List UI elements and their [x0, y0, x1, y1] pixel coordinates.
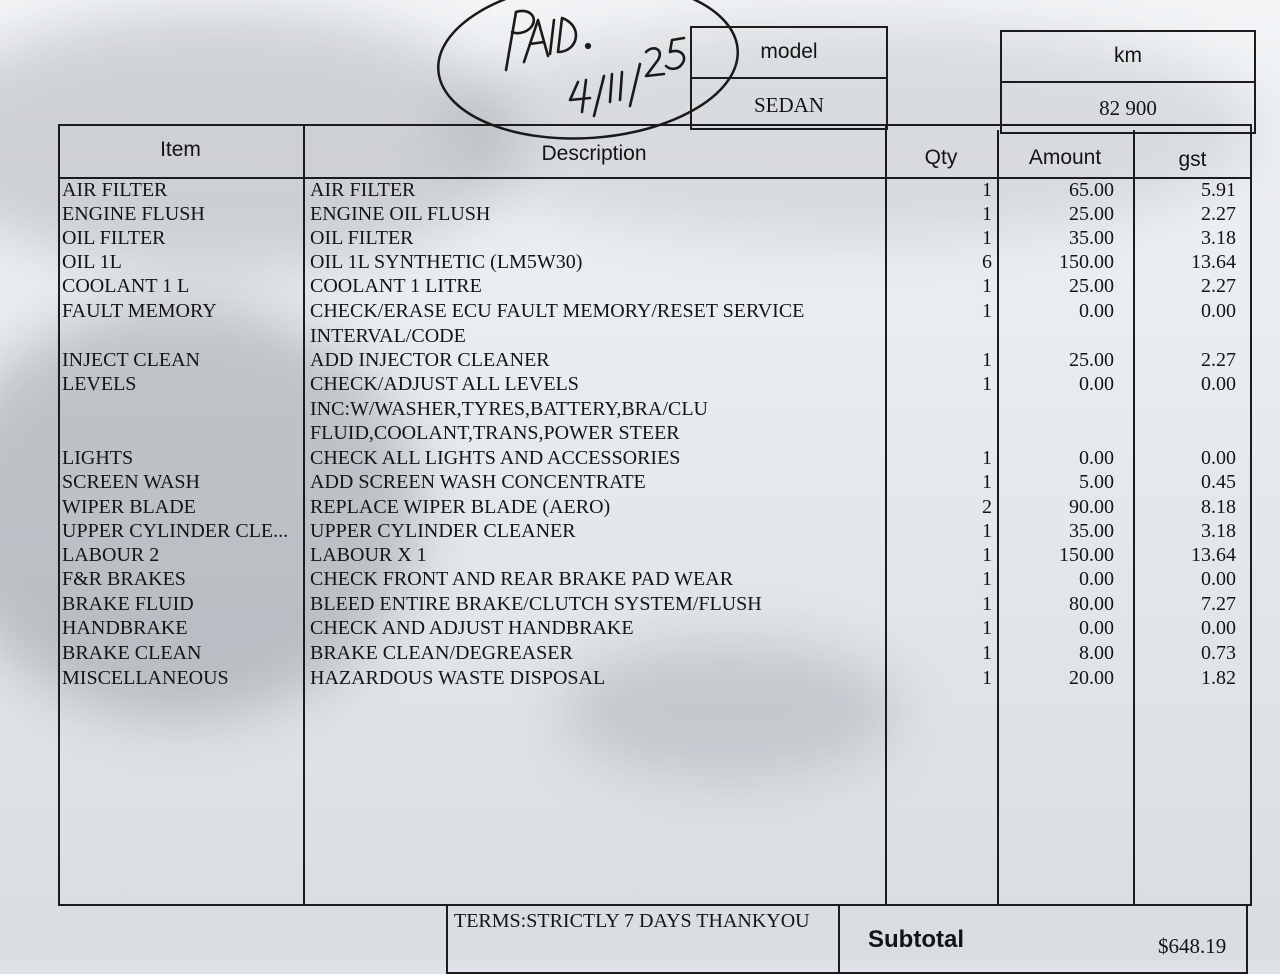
line-item-row	[0, 421, 1280, 445]
line-item-amount: 0.00	[1079, 447, 1114, 469]
line-item-gst: 2.27	[1201, 275, 1236, 297]
line-item-qty: 1	[982, 203, 992, 225]
line-item-amount: 0.00	[1079, 300, 1114, 322]
line-item-row	[0, 299, 1280, 323]
line-item-row	[0, 397, 1280, 421]
line-item-description: COOLANT 1 LITRE	[310, 275, 482, 297]
line-item-gst: 13.64	[1191, 251, 1236, 273]
km-label: km	[1114, 44, 1142, 67]
line-item-description: CHECK/ERASE ECU FAULT MEMORY/RESET SERVICE	[310, 300, 805, 322]
line-item-name: OIL FILTER	[62, 227, 166, 249]
line-item-description: ENGINE OIL FLUSH	[310, 203, 491, 225]
line-item-gst: 0.45	[1201, 471, 1236, 493]
line-item-gst: 0.73	[1201, 642, 1236, 664]
line-item-row	[0, 348, 1280, 372]
line-item-description: UPPER CYLINDER CLEANER	[310, 520, 576, 542]
line-item-description: FLUID,COOLANT,TRANS,POWER STEER	[310, 422, 680, 444]
line-item-amount: 0.00	[1079, 617, 1114, 639]
line-item-row	[0, 250, 1280, 274]
divider	[690, 77, 888, 79]
line-item-row	[0, 543, 1280, 567]
line-item-amount: 150.00	[1059, 544, 1114, 566]
line-item-row	[0, 470, 1280, 494]
line-item-amount: 150.00	[1059, 251, 1114, 273]
line-item-qty: 1	[982, 179, 992, 201]
line-item-description: OIL FILTER	[310, 227, 414, 249]
line-item-description: OIL 1L SYNTHETIC (LM5W30)	[310, 251, 583, 273]
line-item-description: BLEED ENTIRE BRAKE/CLUTCH SYSTEM/FLUSH	[310, 593, 762, 615]
line-item-amount: 20.00	[1069, 667, 1114, 689]
line-item-description: REPLACE WIPER BLADE (AERO)	[310, 496, 611, 518]
line-item-amount: 80.00	[1069, 593, 1114, 615]
line-item-gst: 2.27	[1201, 203, 1236, 225]
line-item-name: HANDBRAKE	[62, 617, 188, 639]
column-header-item: Item	[160, 138, 201, 161]
line-item-qty: 1	[982, 300, 992, 322]
line-item-name: BRAKE FLUID	[62, 593, 194, 615]
line-item-name: INJECT CLEAN	[62, 349, 200, 371]
line-item-description: CHECK ALL LIGHTS AND ACCESSORIES	[310, 447, 681, 469]
line-item-gst: 1.82	[1201, 667, 1236, 689]
km-value: 82 900	[1099, 96, 1157, 120]
line-item-row	[0, 446, 1280, 470]
line-item-qty: 1	[982, 617, 992, 639]
line-item-description: INC:W/WASHER,TYRES,BATTERY,BRA/CLU	[310, 398, 708, 420]
line-item-qty: 1	[982, 667, 992, 689]
model-value: SEDAN	[753, 93, 824, 117]
column-header-gst: gst	[1178, 148, 1207, 171]
line-item-description: AIR FILTER	[310, 179, 416, 201]
line-item-amount: 25.00	[1069, 203, 1114, 225]
line-item-row	[0, 567, 1280, 591]
line-item-gst: 0.00	[1201, 447, 1236, 469]
line-item-amount: 8.00	[1079, 642, 1114, 664]
line-item-row	[0, 592, 1280, 616]
line-item-gst: 5.91	[1201, 179, 1236, 201]
line-item-gst: 0.00	[1201, 568, 1236, 590]
line-item-gst: 0.00	[1201, 373, 1236, 395]
line-item-qty: 6	[982, 251, 992, 273]
divider	[1000, 81, 1256, 83]
line-item-name: SCREEN WASH	[62, 471, 200, 493]
subtotal-value: $648.19	[1158, 934, 1227, 958]
line-item-description: BRAKE CLEAN/DEGREASER	[310, 642, 573, 664]
line-item-row	[0, 324, 1280, 348]
line-item-qty: 1	[982, 568, 992, 590]
subtotal-label: Subtotal	[868, 926, 964, 953]
model-label: model	[760, 40, 818, 63]
line-item-description: ADD SCREEN WASH CONCENTRATE	[310, 471, 646, 493]
line-item-name: ENGINE FLUSH	[62, 203, 205, 225]
line-item-amount: 0.00	[1079, 568, 1114, 590]
line-item-gst: 8.18	[1201, 496, 1236, 518]
line-item-name: AIR FILTER	[62, 179, 168, 201]
line-item-gst: 0.00	[1201, 617, 1236, 639]
line-item-qty: 1	[982, 471, 992, 493]
line-item-row	[0, 202, 1280, 226]
line-item-description: CHECK AND ADJUST HANDBRAKE	[310, 617, 634, 639]
line-item-amount: 35.00	[1069, 227, 1114, 249]
line-item-name: LABOUR 2	[62, 544, 160, 566]
line-item-qty: 2	[982, 496, 992, 518]
line-item-qty: 1	[982, 447, 992, 469]
line-item-qty: 1	[982, 544, 992, 566]
line-item-qty: 1	[982, 275, 992, 297]
line-item-gst: 3.18	[1201, 520, 1236, 542]
column-header-amount: Amount	[1028, 146, 1102, 169]
line-item-name: MISCELLANEOUS	[62, 667, 229, 689]
line-item-gst: 7.27	[1201, 593, 1236, 615]
line-item-description: HAZARDOUS WASTE DISPOSAL	[310, 667, 606, 689]
line-item-qty: 1	[982, 593, 992, 615]
line-item-name: F&R BRAKES	[62, 568, 186, 590]
line-item-qty: 1	[982, 520, 992, 542]
line-item-name: LEVELS	[62, 373, 137, 395]
line-item-amount: 0.00	[1079, 373, 1114, 395]
line-item-amount: 25.00	[1069, 275, 1114, 297]
line-item-row	[0, 226, 1280, 250]
line-item-qty: 1	[982, 349, 992, 371]
terms-text: TERMS:STRICTLY 7 DAYS THANKYOU	[454, 910, 810, 932]
line-item-row	[0, 519, 1280, 543]
line-item-row	[0, 616, 1280, 640]
line-item-amount: 35.00	[1069, 520, 1114, 542]
line-item-amount: 90.00	[1069, 496, 1114, 518]
line-item-row	[0, 274, 1280, 298]
line-item-description: ADD INJECTOR CLEANER	[310, 349, 550, 371]
line-item-description: INTERVAL/CODE	[310, 325, 466, 347]
line-item-row	[0, 666, 1280, 690]
line-item-row	[0, 495, 1280, 519]
line-item-amount: 25.00	[1069, 349, 1114, 371]
line-item-description: CHECK FRONT AND REAR BRAKE PAD WEAR	[310, 568, 734, 590]
line-item-qty: 1	[982, 227, 992, 249]
line-item-gst: 13.64	[1191, 544, 1236, 566]
column-header-description: Description	[541, 142, 647, 165]
line-item-gst: 0.00	[1201, 300, 1236, 322]
line-item-name: FAULT MEMORY	[62, 300, 217, 322]
line-item-name: UPPER CYLINDER CLE...	[62, 520, 289, 542]
line-item-name: COOLANT 1 L	[62, 275, 190, 297]
line-item-gst: 2.27	[1201, 349, 1236, 371]
line-item-name: BRAKE CLEAN	[62, 642, 202, 664]
line-item-row	[0, 641, 1280, 665]
line-item-description: LABOUR X 1	[310, 544, 427, 566]
line-item-description: CHECK/ADJUST ALL LEVELS	[310, 373, 579, 395]
line-item-name: LIGHTS	[62, 447, 134, 469]
line-item-gst: 3.18	[1201, 227, 1236, 249]
line-item-qty: 1	[982, 642, 992, 664]
line-item-name: OIL 1L	[62, 251, 122, 273]
line-item-row	[0, 372, 1280, 396]
line-item-amount: 65.00	[1069, 179, 1114, 201]
line-item-name: WIPER BLADE	[62, 496, 196, 518]
line-item-row	[0, 178, 1280, 202]
column-header-qty: Qty	[924, 146, 958, 169]
line-item-amount: 5.00	[1079, 471, 1114, 493]
line-item-qty: 1	[982, 373, 992, 395]
